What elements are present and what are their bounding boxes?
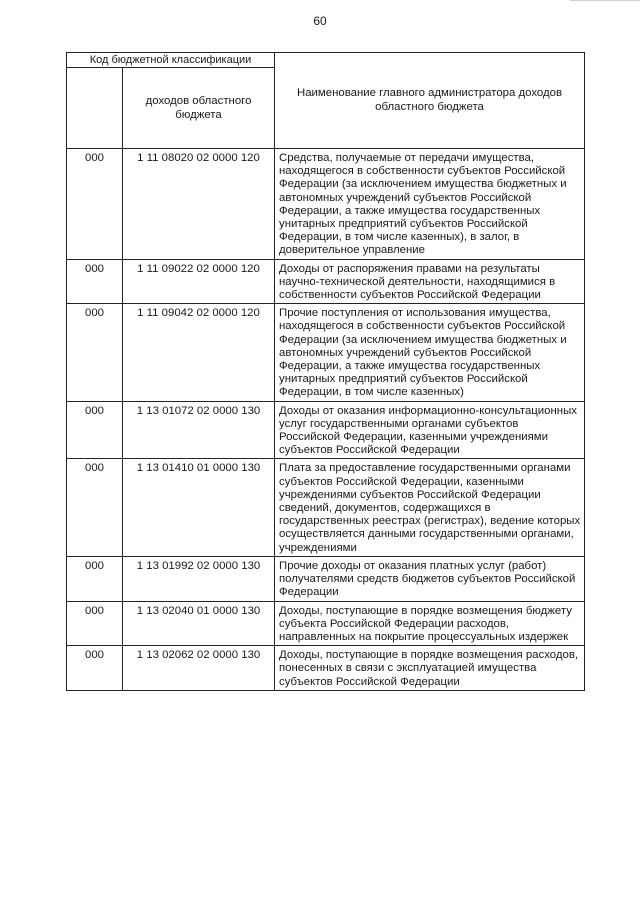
admin-code-cell: 000 [67,149,123,260]
page-number: 60 [313,14,327,28]
income-code-cell: 1 13 02062 02 0000 130 [123,646,275,691]
income-code-cell: 1 13 01072 02 0000 130 [123,401,275,459]
income-code-cell: 1 11 09042 02 0000 120 [123,304,275,401]
table-row [67,259,585,304]
classification-group-header: Код бюджетной классификации [67,53,275,68]
admin-name-column-label: Наименование главного администратора доходов областного бюджета [296,87,563,114]
income-code-column-label: доходов областного бюджета [145,94,252,121]
table-row [67,149,585,260]
income-code-cell: 1 13 01410 01 0000 130 [123,459,275,556]
table-row [67,459,585,556]
income-code-cell: 1 13 02040 01 0000 130 [123,601,275,646]
table-row [67,646,585,691]
income-name-cell: Средства, получаемые от передачи имущества, находящегося в собственности субъектов Российской Федерации (за исключением имущества бюджетных и автономных учреждений субъектов Российской Федерации, а также имущества государственных унитарных предприятий субъектов Российской Федерации, в том числе казенных), в залог, в доверительное управление [275,149,585,260]
admin-code-cell: 000 [67,646,123,691]
table-header [67,53,585,149]
table-row [67,556,585,601]
income-name-cell: Прочие поступления от использования имущества, находящегося в собственности субъектов Российской Федерации (за исключением имущества бюджетных и автономных учреждений субъектов Российской Федерации, а также имущества государственных унитарных предприятий субъектов Российской Федерации, в том числе казенных) [275,304,585,401]
income-code-cell: 1 11 09022 02 0000 120 [123,259,275,304]
income-name-cell: Прочие доходы от оказания платных услуг (работ) получателями средств бюджетов субъектов Российской Федерации [275,556,585,601]
scan-edge-mark [570,0,640,1]
table-body [67,149,585,691]
table-row [67,304,585,401]
admin-code-cell: 000 [67,304,123,401]
admin-code-cell: 000 [67,556,123,601]
income-name-cell: Плата за предоставление государственными органами субъектов Российской Федерации, казенными учреждениями субъектов Российской Федерации сведений, документов, содержащихся в государственных реестрах (регистрах), ведение которых осуществляется данными государственными органами, учреждениями [275,459,585,556]
table-row [67,401,585,459]
income-name-cell: Доходы от оказания информационно-консультационных услуг государственными органами субъектов Российской Федерации, казенными учреждениями субъектов Российской Федерации [275,401,585,459]
budget-classification-table [66,52,585,691]
income-code-column-header [123,68,275,149]
admin-code-cell: 000 [67,459,123,556]
admin-code-cell: 000 [67,259,123,304]
income-name-cell: Доходы от распоряжения правами на результаты научно-технической деятельности, находящимися в собственности субъектов Российской Федерации [275,259,585,304]
income-code-cell: 1 13 01992 02 0000 130 [123,556,275,601]
admin-code-cell: 000 [67,601,123,646]
admin-code-column-header [67,68,123,149]
budget-classification-table-container [66,52,584,691]
admin-name-column-header [275,53,585,149]
admin-code-cell: 000 [67,401,123,459]
table-row [67,601,585,646]
income-name-cell: Доходы, поступающие в порядке возмещения бюджету субъекта Российской Федерации расходов, направленных на покрытие процессуальных издержек [275,601,585,646]
income-name-cell: Доходы, поступающие в порядке возмещения расходов, понесенных в связи с эксплуатацией имущества субъектов Российской Федерации [275,646,585,691]
income-code-cell: 1 11 08020 02 0000 120 [123,149,275,260]
